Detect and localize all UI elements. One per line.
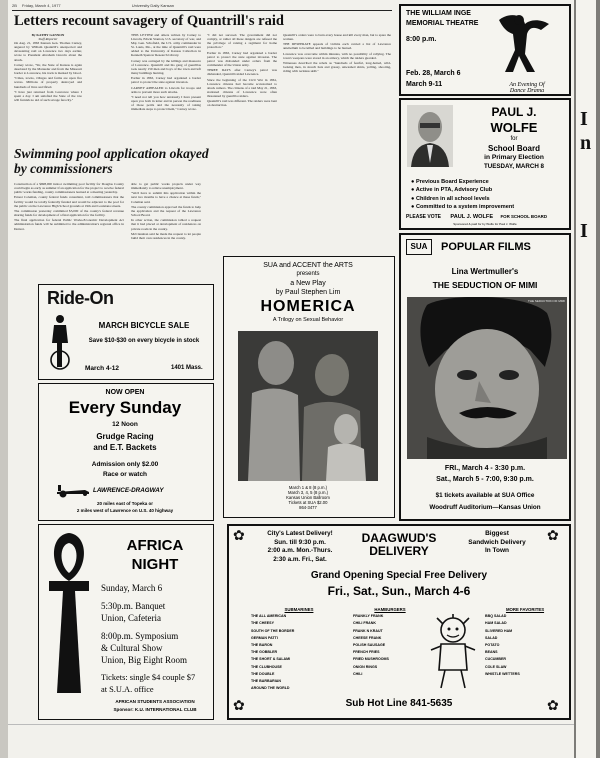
- films-title-main: THE SEDUCTION OF MIMI: [432, 280, 538, 290]
- quantrill-paragraph: THIS LETTER and others written by Carney to Lincoln, Edwin Stanton, U.S. secretary of war, and Maj. Gen. Schofield, the U.S. army commander in St. Louis, Mo., at the time of Quantrill's raid were added to the University of Kansas Collection in Kenneth Spencer Research Library.: [131, 33, 201, 58]
- sua-films-ad: [399, 233, 571, 521]
- daagwud-biggest-2: Sandwich Delivery: [468, 538, 526, 546]
- daagwud-hours-3: 2:30 a.m. Fri., Sat.: [273, 555, 327, 563]
- inge-line-2: MEMORIAL THEATRE: [406, 20, 479, 27]
- dancer-icon: [479, 10, 565, 76]
- corner-ornament-icon: ✿: [233, 699, 245, 714]
- film-still-caption: THE SEDUCTION OF MIMI: [528, 299, 565, 303]
- films-price: $1 tickets available at SUA Office: [435, 492, 535, 499]
- wolfe-for: for: [510, 136, 518, 142]
- ride-on-ad: [38, 284, 214, 380]
- wolfe-office-1: School Board: [487, 144, 540, 153]
- menu-item: CHILI FRANK: [353, 621, 376, 626]
- quantrill-paragraph: Since the beginning of the Civil War in 1861, Lawrence citizens had become accustomed to attack rumors. The citizens of a raid May 21, 1863, stationed citizens of Lawrence were often threatened by guerrilla raiders.: [207, 77, 277, 98]
- sua-logo: SUA: [406, 239, 432, 255]
- wolfe-vote-for: FOR SCHOOL BOARD: [500, 214, 547, 219]
- quantrill-headline: Letters recount savagery of Quantrill's raid: [14, 13, 284, 29]
- africa-title-1: AFRICA: [126, 537, 184, 554]
- homerica-info: [224, 485, 392, 510]
- quantrill-paragraph: Carney was outraged by the killings and massacre of Lawrence. Quantrill and his gang of guerrillas took nearly 150 men and boys of the town and left many buildings burning.: [131, 58, 201, 76]
- page-bottom-rule: [8, 724, 574, 725]
- inge-dates-2: March 9-11: [406, 81, 443, 88]
- daagwud-dates: Fri., Sat., Sun., March 4-6: [327, 584, 471, 598]
- films-showing-1: FRI., March 4 - 3:30 p.m.: [444, 465, 526, 472]
- daagwud-biggest: [451, 530, 543, 556]
- quantrill-byline-role: Staff Reporter: [38, 37, 58, 42]
- inge-script: [487, 82, 567, 94]
- quantrill-paragraph: Quantrill's orders were to burn every house and kill every man, but to spare the women.: [283, 33, 391, 42]
- next-page-strip: [576, 0, 596, 758]
- daagwud-name-1: DAAGWUD'S: [361, 531, 437, 545]
- wolfe-school-board-ad: [399, 98, 571, 230]
- wolfe-bullet: ● Committed to a system improvement: [411, 204, 515, 211]
- films-title: POPULAR FILMS: [441, 241, 531, 253]
- quantrill-paragraph: On Aug. 21, 1863 Kansan Gen. Thomas Carney, angered by William Quantrill's unexpected and devastating raid on Lawrence two days earlier, wrote to President Abraham Lincoln about the attack.: [14, 41, 82, 62]
- quantrill-byline: By KATHY GANNON: [31, 33, 65, 37]
- africa-sponsor-1: AFRICAN STUDENTS ASSOCIATION: [115, 699, 195, 704]
- africa-tickets: Tickets: single $4 couple $7: [101, 673, 196, 682]
- inge-time: 8:00 p.m.: [406, 36, 437, 43]
- quantrill-paragraph: "I have just returned from Lawrence where I spent a day. I am satisfied the State of the raw will furnish no aid of such savage ferocity.": [14, 89, 82, 102]
- quantrill-paragraph: CARNEY APPEALED to Lincoln for troops and arms to prevent more such attacks.: [131, 85, 201, 94]
- homerica-presents: presents: [296, 271, 320, 277]
- inge-script-2: Dance Drama: [509, 88, 545, 94]
- wolfe-name-1: PAUL J.: [491, 105, 537, 119]
- homerica-info-5: 864-3477: [299, 505, 317, 510]
- daagwud-latest: City's Latest Delivery!: [267, 530, 333, 537]
- africa-date: Sunday, March 6: [101, 583, 163, 593]
- quantrill-paragraph: Quantrill's raid was different. The raiders were bent on destruction.: [207, 99, 277, 108]
- daagwud-hours: [253, 530, 347, 564]
- next-page-fragment: I: [580, 108, 588, 130]
- newspaper-page: [8, 0, 574, 758]
- quantrill-column-4: [283, 33, 391, 255]
- africa-at: at S.U.A. office: [101, 685, 154, 694]
- daagwud-biggest-1: Biggest: [485, 530, 509, 537]
- menu-item: HAM SALAD: [485, 621, 507, 626]
- sandwich-mascot-icon: [429, 614, 477, 690]
- daagwud-delivery-ad: [227, 524, 571, 720]
- dragway-tag: NOW OPEN: [105, 389, 145, 396]
- menu-heading: HAMBURGERS: [374, 607, 406, 612]
- cyclist-icon: [47, 313, 73, 371]
- homerica-author: by Paul Stephen Lim: [275, 289, 341, 296]
- masthead-rule: [12, 10, 392, 11]
- film-still-photo: [407, 297, 567, 459]
- daagwud-name-2: DELIVERY: [369, 544, 429, 558]
- dragway-event-1: Grudge Racing: [96, 432, 154, 441]
- quantrill-paragraph: Carney wrote, "Sir, the State of Kansas is again desolated by the Marauder and from the Missouri border to Lawrence, his track is marked by blood.: [14, 62, 82, 76]
- masthead-date: Friday, March 4, 1977: [22, 3, 61, 8]
- quantrill-paragraph: Witnesses described the rebels as "hundreds of fearful, long-haired, wild-looking men, in slouch hats and greasy, unwashed shirts, yelling, shooting, riding with reckless skill.": [283, 61, 391, 74]
- swim-paragraph: The commission yesterday committed $5,000 of the county's federal revenue sharing funds for development of a final application for the facility.: [14, 208, 124, 218]
- menu-item: THE GOBBLER: [251, 650, 278, 655]
- menu-item: THE CHEESY: [251, 621, 274, 626]
- dragway-directions-2: 2 miles west of Lawrence on U.S. 40 highway: [76, 508, 174, 513]
- inge-theatre-ad: [399, 4, 571, 96]
- swim-headline: Swimming pool application okayed by commissioners: [14, 146, 209, 176]
- swim-paragraph: Ernest Coleman, county federal funds consultant, told commissioners that the facility would be totally federally funded and would be adjacent to the pool for the public on the Lawrence High School grounds at 19th and Louisiana streets.: [14, 195, 124, 208]
- quantrill-paragraph: Earlier in 1863, Carney had organized a border patrol to protect the state against invasion. The patrol was disbanded under orders from the commander of the Union army.: [207, 50, 277, 67]
- swim-paragraph: Construction of a $698,000 indoor swimming pool facility for Douglas County could begin as early as summer if an application for the project to receive federal public works funding, county commissioners learned at a meeting yesterday.: [14, 182, 124, 195]
- menu-heading: MORE FAVORITES: [505, 607, 545, 612]
- quantrill-paragraph: "I did not succeed. The government did not comply, or rather all these dangers are refused me the privilege of raising a regiment for home protection.": [207, 33, 277, 50]
- ride-on-address: 1401 Mass.: [171, 365, 203, 371]
- menu-item: BEANS: [485, 650, 498, 655]
- africa-night-ad: [38, 524, 214, 720]
- dragway-sub: Race or watch: [102, 471, 148, 478]
- next-page-fragment: I: [580, 220, 588, 242]
- homerica-photo: [238, 331, 378, 481]
- menu-item: AROUND THE WORLD: [251, 686, 290, 691]
- quantrill-paragraph: "Cities, towns, villages and farms are upon fire waves. Millions of property destroyed and hundreds of lives sacrificed.: [14, 76, 82, 89]
- wolfe-bullet: ● Children in all school levels: [411, 195, 490, 202]
- swim-paragraph: The final application for federal Public Works-Economic Development Act administration funds will be submitted to the administration's regional office in Denver.: [14, 218, 124, 231]
- inge-line-1: THE WILLIAM INGE: [406, 10, 471, 17]
- menu-item: THE DOUBLE: [251, 671, 275, 676]
- ride-on-logo: Ride-On: [47, 288, 114, 308]
- menu-item: SLIVERED HAM: [485, 628, 513, 633]
- quantrill-column-1: [14, 33, 82, 115]
- ride-on-dates: March 4-12: [85, 365, 119, 372]
- menu-column-favorites: [485, 606, 565, 678]
- menu-item: CHILI: [353, 671, 363, 676]
- daagwud-biggest-3: In Town: [484, 547, 510, 555]
- homerica-title: HOMERICA: [260, 298, 356, 315]
- africa-line-4: & Cultural Show: [101, 643, 163, 653]
- menu-item: FRANKLY FRANK: [353, 614, 384, 619]
- dragway-logo: LAWRENCE-DRAGWAY: [93, 487, 164, 494]
- daagwud-hours-2: 2:00 a.m. Mon.-Thurs.: [267, 547, 333, 555]
- homerica-info-1: March 1 & 8 (8 p.m.): [288, 485, 328, 490]
- dragway-title: Every Sunday: [68, 398, 182, 417]
- inge-script-1: An Evening Of: [509, 82, 545, 88]
- menu-heading: SUBMARINES: [284, 607, 314, 612]
- wolfe-bullet-list: [411, 178, 571, 212]
- africa-line-3: 8:00p.m. Symposium: [101, 631, 179, 641]
- menu-item: THE CLUBHOUSE: [251, 664, 282, 669]
- films-showing-2: Sat., March 5 - 7:00, 9:30 p.m.: [436, 476, 534, 483]
- wolfe-bullet: ● Previous Board Experience: [411, 179, 489, 185]
- wolfe-vote-name: PAUL J. WOLFE: [450, 214, 494, 220]
- corner-ornament-icon: ✿: [547, 699, 559, 714]
- menu-item: THE ALL AMERICAN: [251, 614, 287, 619]
- homerica-presenters: SUA and ACCENT the ARTS: [263, 262, 353, 269]
- quantrill-paragraph: Lawrence was overcome within minutes, with no possibility of rallying. The town's weapons were stored in an armory, which the raiders guarded.: [283, 51, 391, 60]
- swim-paragraph: "We'd have to submit this application within the next two months to have a chance at these funds," Coleman said.: [131, 191, 201, 204]
- quantrill-paragraph: THE DESPERATE appeals of victims each carried a list of Lawrence antebellum to be killed and buildings to be burned.: [283, 42, 391, 51]
- wolfe-portrait: [407, 105, 453, 167]
- swim-paragraph: In other action, the commission tabled a request that it had placed at development of residences on private roads in the county.: [131, 218, 201, 231]
- wolfe-date: TUESDAY, MARCH 8: [484, 163, 544, 170]
- menu-item: ONION RINGS: [353, 664, 378, 669]
- ankh-icon: [45, 529, 93, 697]
- daagwud-hotline: Sub Hot Line 841-5635: [345, 698, 453, 709]
- menu-item: POTATO: [485, 643, 500, 648]
- quantrill-paragraph: THREE DAYS after Carney's patrol was disbanded, Quantrill raided Lawrence.: [207, 68, 277, 77]
- homerica-ad: [223, 256, 395, 518]
- menu-item: THE SHORT & SALAMI: [251, 657, 291, 662]
- daagwud-hours-1: Sun. till 9:30 p.m.: [274, 538, 326, 546]
- inge-dates-1: Feb. 28, March 6: [406, 70, 461, 77]
- quantrill-paragraph: Earlier in 1863, Carney had organized a border patrol to protect the state against invasion.: [131, 76, 201, 85]
- wolfe-vote-line: [406, 214, 570, 220]
- swim-paragraph: The county commission approved the funds to help the application and the request of the Lawrence School Board.: [131, 204, 201, 218]
- masthead-paper: University Daily Kansan: [131, 3, 175, 8]
- menu-item: SOUTH OF THE BORDER: [251, 628, 295, 633]
- menu-item: CHEESE FRANK: [353, 635, 382, 640]
- dragway-admission: Admission only $2.00: [91, 461, 159, 468]
- menu-item: THE BARON: [251, 643, 273, 648]
- daagwud-grand-opening: Grand Opening Special Free Delivery: [310, 570, 488, 581]
- africa-line-1: 5:30p.m. Banquet: [101, 601, 166, 611]
- corner-ornament-icon: ✿: [547, 529, 559, 544]
- wolfe-name-2: WOLFE: [490, 120, 538, 135]
- quantrill-paragraph: "I need not tell you how anxiously I have present upon you both in letter and in person the readiness of those perils and the necessity of taking immediate steps to protect them," Carney wrote.: [131, 95, 201, 112]
- menu-item: COLE SLAW: [485, 664, 507, 669]
- homerica-info-3: Kansas Union Ballroom: [286, 495, 330, 500]
- menu-item: FRANK N KRAUT: [353, 628, 383, 633]
- wolfe-office-2: in Primary Election: [484, 154, 544, 161]
- menu-item: FRENCH FRIES: [353, 650, 380, 655]
- ride-on-title: MARCH BICYCLE SALE: [98, 321, 190, 330]
- menu-item: WHISTLE WETTERS: [485, 671, 520, 676]
- films-venue: Woodruff Auditorium—Kansas Union: [429, 504, 541, 511]
- daagwud-logo: [347, 532, 451, 558]
- wolfe-bullet: ● Active in PTA, Advisory Club: [411, 187, 493, 194]
- africa-sponsor-2: Sponsor: K.U. INTERNATIONAL CLUB: [113, 707, 197, 712]
- next-page-fragment: n: [580, 132, 592, 154]
- dragway-event-2: and E.T. Backets: [93, 443, 157, 452]
- corner-ornament-icon: ✿: [233, 529, 245, 544]
- films-subtitle: Lina Wertmuller's: [451, 267, 519, 276]
- quantrill-column-2: [131, 33, 201, 133]
- menu-item: FRIED MUSHROOMS: [353, 657, 389, 662]
- africa-title-2: NIGHT: [131, 556, 179, 573]
- menu-item: CUCUMBER: [485, 657, 506, 662]
- dragway-time: 12 Noon: [112, 421, 138, 428]
- menu-column-submarines: [251, 606, 347, 692]
- swim-column-1: [14, 182, 124, 280]
- menu-item: SALAD: [485, 635, 498, 640]
- africa-line-2: Union, Cafeteria: [101, 613, 161, 623]
- menu-item: POLISH SAUSAGE: [353, 643, 386, 648]
- homerica-subtitle: A Trilogy on Sexual Behavior: [272, 317, 344, 323]
- swim-paragraph: able to get public works projects under way immediately to relieve unemployment.: [131, 182, 201, 191]
- masthead: [12, 3, 372, 9]
- menu-item: GERMAN PATTI: [251, 635, 278, 640]
- swim-paragraph: McClanahan said he made the request to let people build their own residences in the county.: [131, 231, 201, 240]
- menu-item: THE BARBARIAN: [251, 679, 281, 684]
- menu-item: BBQ SALAD: [485, 614, 507, 619]
- wolfe-disclaimer: Sponsored & paid for by Wolfe for Paul J. Wolfe: [453, 222, 517, 226]
- swim-column-2: [131, 182, 201, 280]
- homerica-info-4: Tickets at SUA $2.00: [288, 500, 328, 505]
- ride-on-offer: Save $10-$30 on every bicycle in stock: [88, 338, 200, 344]
- homerica-new-play: a New Play: [290, 280, 326, 287]
- page-number: 2B: [12, 3, 17, 8]
- africa-line-5: Union, Big Eight Room: [101, 655, 188, 665]
- quantrill-column-3: [207, 33, 277, 255]
- dragway-directions-1: 20 miles east of Topeka or: [97, 501, 153, 506]
- wolfe-please-vote: PLEASE VOTE: [406, 214, 442, 220]
- dragster-icon: [55, 484, 91, 498]
- menu-column-hamburgers: [353, 606, 427, 678]
- homerica-info-2: March 3, 4, 5 (8 p.m.): [287, 490, 329, 495]
- dragway-ad: [38, 383, 214, 521]
